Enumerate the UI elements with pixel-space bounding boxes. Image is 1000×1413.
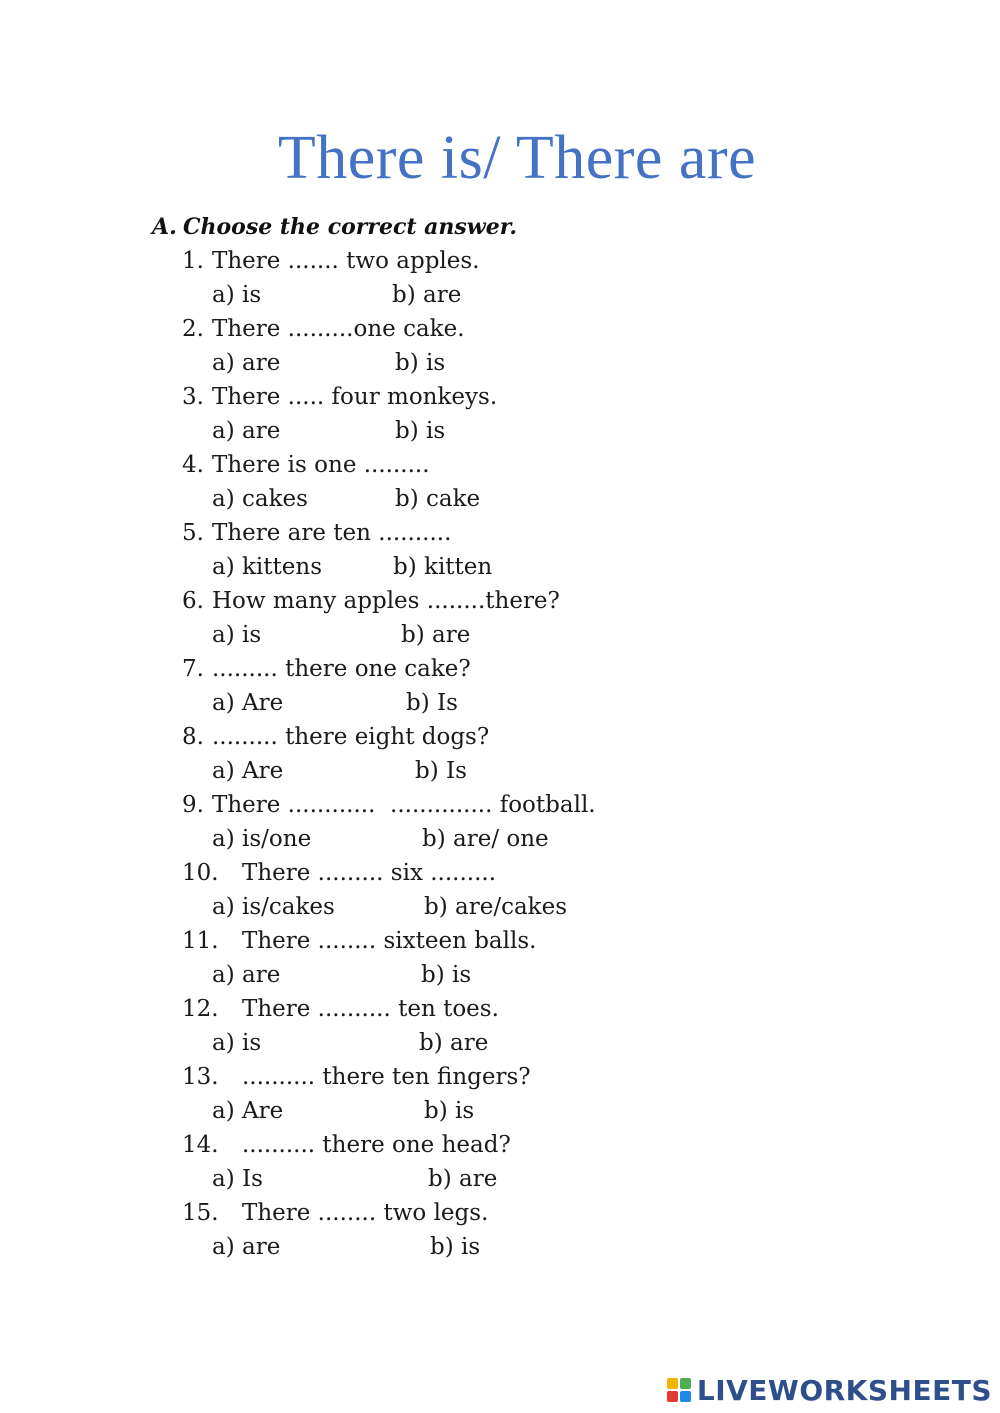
brand-footer [667,1373,992,1407]
option-b[interactable]: b) is [395,418,446,444]
question-text: There is one ......... [212,452,430,478]
option-b[interactable]: b) kitten [393,554,493,580]
question-text: There ........ two legs. [242,1200,489,1226]
question-number: 6. [182,588,204,614]
answer-options [182,754,596,788]
answer-options [182,1162,596,1196]
question-number: 14. [182,1132,219,1158]
option-a[interactable]: a) is [212,282,262,308]
option-a[interactable]: a) Are [212,690,284,716]
option-b[interactable]: b) are [428,1166,498,1192]
option-a[interactable]: a) are [212,962,281,988]
option-b[interactable]: b) are/ one [422,826,549,852]
option-a[interactable]: a) are [212,1234,281,1260]
question-text: ......... there one cake? [212,656,471,682]
question-text: ......... there eight dogs? [212,724,490,750]
question-text: .......... there ten fingers? [242,1064,531,1090]
question-number: 13. [182,1064,219,1090]
option-b[interactable]: b) are [401,622,471,648]
option-a[interactable]: a) is/cakes [212,894,335,920]
question-number: 7. [182,656,204,682]
option-b[interactable]: b) Is [406,690,458,716]
answer-options [182,1230,596,1264]
question-item [182,720,596,754]
section-letter: A. [152,214,177,240]
option-b[interactable]: b) cake [395,486,481,512]
option-a[interactable]: a) kittens [212,554,323,580]
question-number: 10. [182,860,219,886]
question-number: 8. [182,724,204,750]
question-item [182,1196,596,1230]
question-text: There .........one cake. [212,316,465,342]
option-a[interactable]: a) is [212,1030,262,1056]
question-text: There ..... four monkeys. [212,384,498,410]
option-b[interactable]: b) Is [415,758,467,784]
question-text: There ............ .............. football. [212,792,596,818]
answer-options [182,414,596,448]
option-a[interactable]: a) Is [212,1166,263,1192]
option-a[interactable]: a) is [212,622,262,648]
question-text: There ....... two apples. [212,248,480,274]
question-number: 11. [182,928,219,954]
question-item [182,788,596,822]
logo-square [680,1378,691,1389]
section-heading [152,211,517,243]
answer-options [182,278,596,312]
question-item [182,312,596,346]
question-item [182,856,596,890]
option-a[interactable]: a) cakes [212,486,308,512]
option-a[interactable]: a) are [212,418,281,444]
answer-options [182,1026,596,1060]
option-a[interactable]: a) is/one [212,826,312,852]
liveworksheets-logo-icon [667,1378,691,1402]
page-title: There is/ There are [277,124,757,192]
question-text: There are ten .......... [212,520,452,546]
question-item [182,924,596,958]
question-text: There .......... ten toes. [242,996,499,1022]
answer-options [182,890,596,924]
answer-options [182,686,596,720]
question-item [182,244,596,278]
option-b[interactable]: b) is [430,1234,481,1260]
option-b[interactable]: b) is [424,1098,475,1124]
question-number: 9. [182,792,204,818]
question-number: 15. [182,1200,219,1226]
question-text: There ......... six ......... [242,860,497,886]
option-a[interactable]: a) are [212,350,281,376]
question-number: 3. [182,384,204,410]
question-item [182,992,596,1026]
logo-square [680,1391,691,1402]
brand-name: LIVEWORKSHEETS [696,1373,992,1407]
option-b[interactable]: b) is [395,350,446,376]
option-b[interactable]: b) are/cakes [424,894,568,920]
option-a[interactable]: a) Are [212,1098,284,1124]
answer-options [182,482,596,516]
question-item [182,652,596,686]
question-text: How many apples ........there? [212,588,560,614]
answer-options [182,346,596,380]
answer-options [182,822,596,856]
question-item [182,380,596,414]
question-item [182,516,596,550]
section-instruction: Choose the correct answer. [183,214,517,240]
option-b[interactable]: b) is [421,962,472,988]
question-text: .......... there one head? [242,1132,511,1158]
option-a[interactable]: a) Are [212,758,284,784]
option-b[interactable]: b) are [419,1030,489,1056]
logo-square [667,1378,678,1389]
question-item [182,1128,596,1162]
question-number: 1. [182,248,204,274]
question-list [182,244,596,1264]
question-number: 4. [182,452,204,478]
question-item [182,584,596,618]
question-number: 12. [182,996,219,1022]
logo-square [667,1391,678,1402]
answer-options [182,618,596,652]
question-number: 2. [182,316,204,342]
question-item [182,1060,596,1094]
question-text: There ........ sixteen balls. [242,928,537,954]
question-number: 5. [182,520,204,546]
answer-options [182,550,596,584]
question-item [182,448,596,482]
answer-options [182,1094,596,1128]
answer-options [182,958,596,992]
option-b[interactable]: b) are [392,282,462,308]
